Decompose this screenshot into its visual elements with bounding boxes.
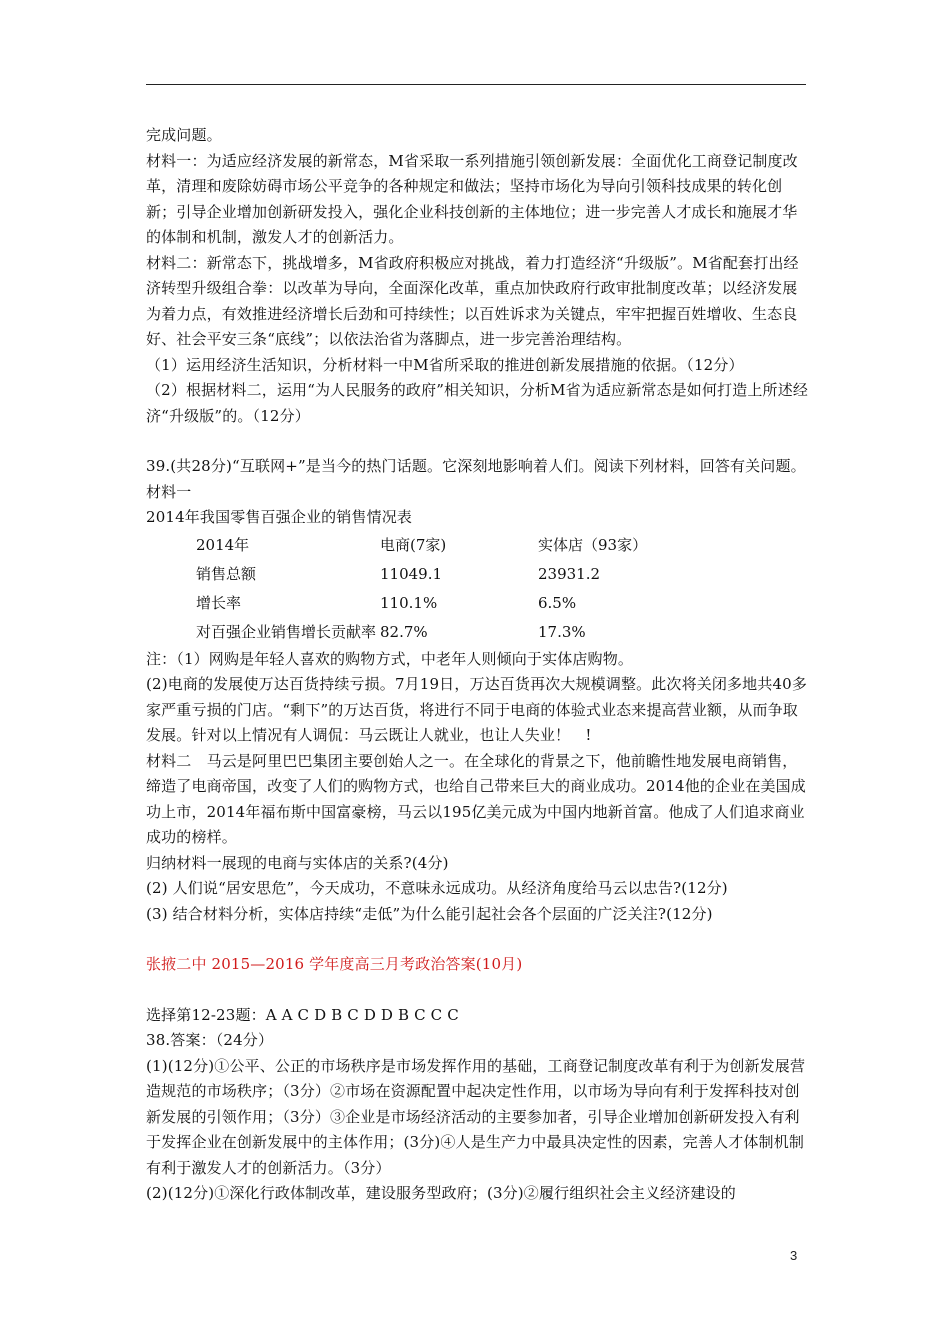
table-header-cell: 电商(7家) — [380, 535, 447, 554]
choice-answers: 选择第12-23题：A A C D B C D D B C C C — [146, 1005, 459, 1024]
q39-intro: 39.(共28分)“互联网+”是当今的热门话题。它深刻地影响着人们。阅读下列材料，回答有关问题。 — [146, 457, 806, 475]
table-title: 2014年我国零售百强企业的销售情况表 — [146, 508, 413, 526]
q38-material-1: 材料一：为适应经济发展的新常态，M省采取一系列措施引领创新发展：全面优化工商登记制度改革，清理和废除妨碍市场公平竞争的各种规定和做法；坚持市场化为导向引领科技成果的转化创新；引导企业增加创新研发投入，强化企业科技创新的主体地位；进一步完善人才成长和施展才华的体制和机制，激发人才的创新活力。 — [146, 151, 798, 246]
q39-question-3: (3) 结合材料分析，实体店持续“走低”为什么能引起社会各个层面的广泛关注?(12分) — [146, 904, 713, 923]
table-cell: 6.5% — [538, 593, 577, 612]
q38-material-2: 材料二：新常态下，挑战增多，M省政府积极应对挑战，着力打造经济“升级版”。M省配套打出经济转型升级组合拳：以改革为导向，全面深化改革，重点加快政府行政审批制度改革；以经济发展为着力点，有效推进经济增长后劲和可持续性；以百姓诉求为关键点，牢牢把握百姓增收、生态良好、社会平安三条“底线”；以依法治省为落脚点，进一步完善治理结构。 — [146, 253, 799, 348]
table-header-row — [146, 531, 808, 560]
table-cell: 17.3% — [538, 622, 586, 641]
page-number: 3 — [790, 1248, 798, 1263]
table-cell: 11049.1 — [380, 564, 443, 583]
table-row — [146, 589, 808, 618]
table-cell: 增长率 — [196, 593, 242, 612]
header-rule — [146, 84, 806, 85]
q39-material-2: 材料二 马云是阿里巴巴集团主要创始人之一。在全球化的背景之下，他前瞻性地发展电商销售，缔造了电商帝国，改变了人们的购物方式，也给自己带来巨大的商业成功。2014他的企业在美国成功上市，2014年福布斯中国富豪榜，马云以195亿美元成为中国内地新首富。他成了人们追求商业成功的榜样。 — [146, 751, 806, 846]
q38-answer-part-2: (2)(12分)①深化行政体制改革，建设服务型政府；(3分)②履行组织社会主义经济建设的 — [146, 1184, 736, 1202]
q38-question-1: （1）运用经济生活知识，分析材料一中M省所采取的推进创新发展措施的依据。（12分） — [146, 355, 744, 374]
q39-note-2: (2)电商的发展使万达百货持续亏损。7月19日，万达百货再次大规模调整。此次将关闭多地共40多家严重亏损的门店。“剩下”的万达百货，将进行不同于电商的体验式业态来提高营业额，从而争取发展。针对以上情况有人调侃：马云既让人就业，也让人失业！ ! — [146, 675, 808, 744]
q38-intro-tail: 完成问题。 — [146, 126, 222, 144]
table-row — [146, 618, 808, 647]
table-cell: 23931.2 — [538, 564, 601, 583]
q39-question-2: (2) 人们说“居安思危”，今天成功，不意味永远成功。从经济角度给马云以忠告?(12分) — [146, 879, 728, 897]
table-header-cell: 2014年 — [196, 535, 250, 554]
q39-material-1-label: 材料一 — [146, 482, 192, 501]
table-header-cell: 实体店（93家） — [538, 535, 648, 554]
sales-table — [146, 531, 808, 647]
q39-note-1: 注：（1）网购是年轻人喜欢的购物方式，中老年人则倾向于实体店购物。 — [146, 649, 633, 668]
q39-question-1: 归纳材料一展现的电商与实体店的关系?(4分) — [146, 853, 449, 872]
table-cell: 82.7% — [380, 622, 428, 641]
q38-question-2: （2）根据材料二，运用“为人民服务的政府”相关知识，分析M省为适应新常态是如何打造上所述经济“升级版”的。（12分） — [146, 381, 808, 425]
table-row — [146, 560, 808, 589]
page-content — [146, 123, 808, 1207]
q38-answer-part-1: (1)(12分)①公平、公正的市场秩序是市场发挥作用的基础，工商登记制度改革有利于为创新发展营造规范的市场秩序；（3分）②市场在资源配置中起决定性作用，以市场为导向有利于发挥科技对创新发展的引领作用；（3分）③企业是市场经济活动的主要参加者，引导企业增加创新研发投入有利于发挥企业在创新发展中的主体作用；(3分)④人是生产力中最具决定性的因素，完善人才体制机制有利于激发人才的创新活力。（3分） — [146, 1056, 806, 1177]
table-cell: 销售总额 — [196, 564, 257, 583]
spacer — [146, 927, 808, 952]
answers-heading: 张掖二中 2015—2016 学年度高三月考政治答案(10月) — [146, 955, 523, 973]
table-cell: 对百强企业销售增长贡献率 — [196, 622, 377, 641]
q38-answer-label: 38.答案：（24分） — [146, 1031, 274, 1049]
table-cell: 110.1% — [380, 593, 438, 612]
spacer — [146, 978, 808, 1003]
spacer — [146, 429, 808, 454]
